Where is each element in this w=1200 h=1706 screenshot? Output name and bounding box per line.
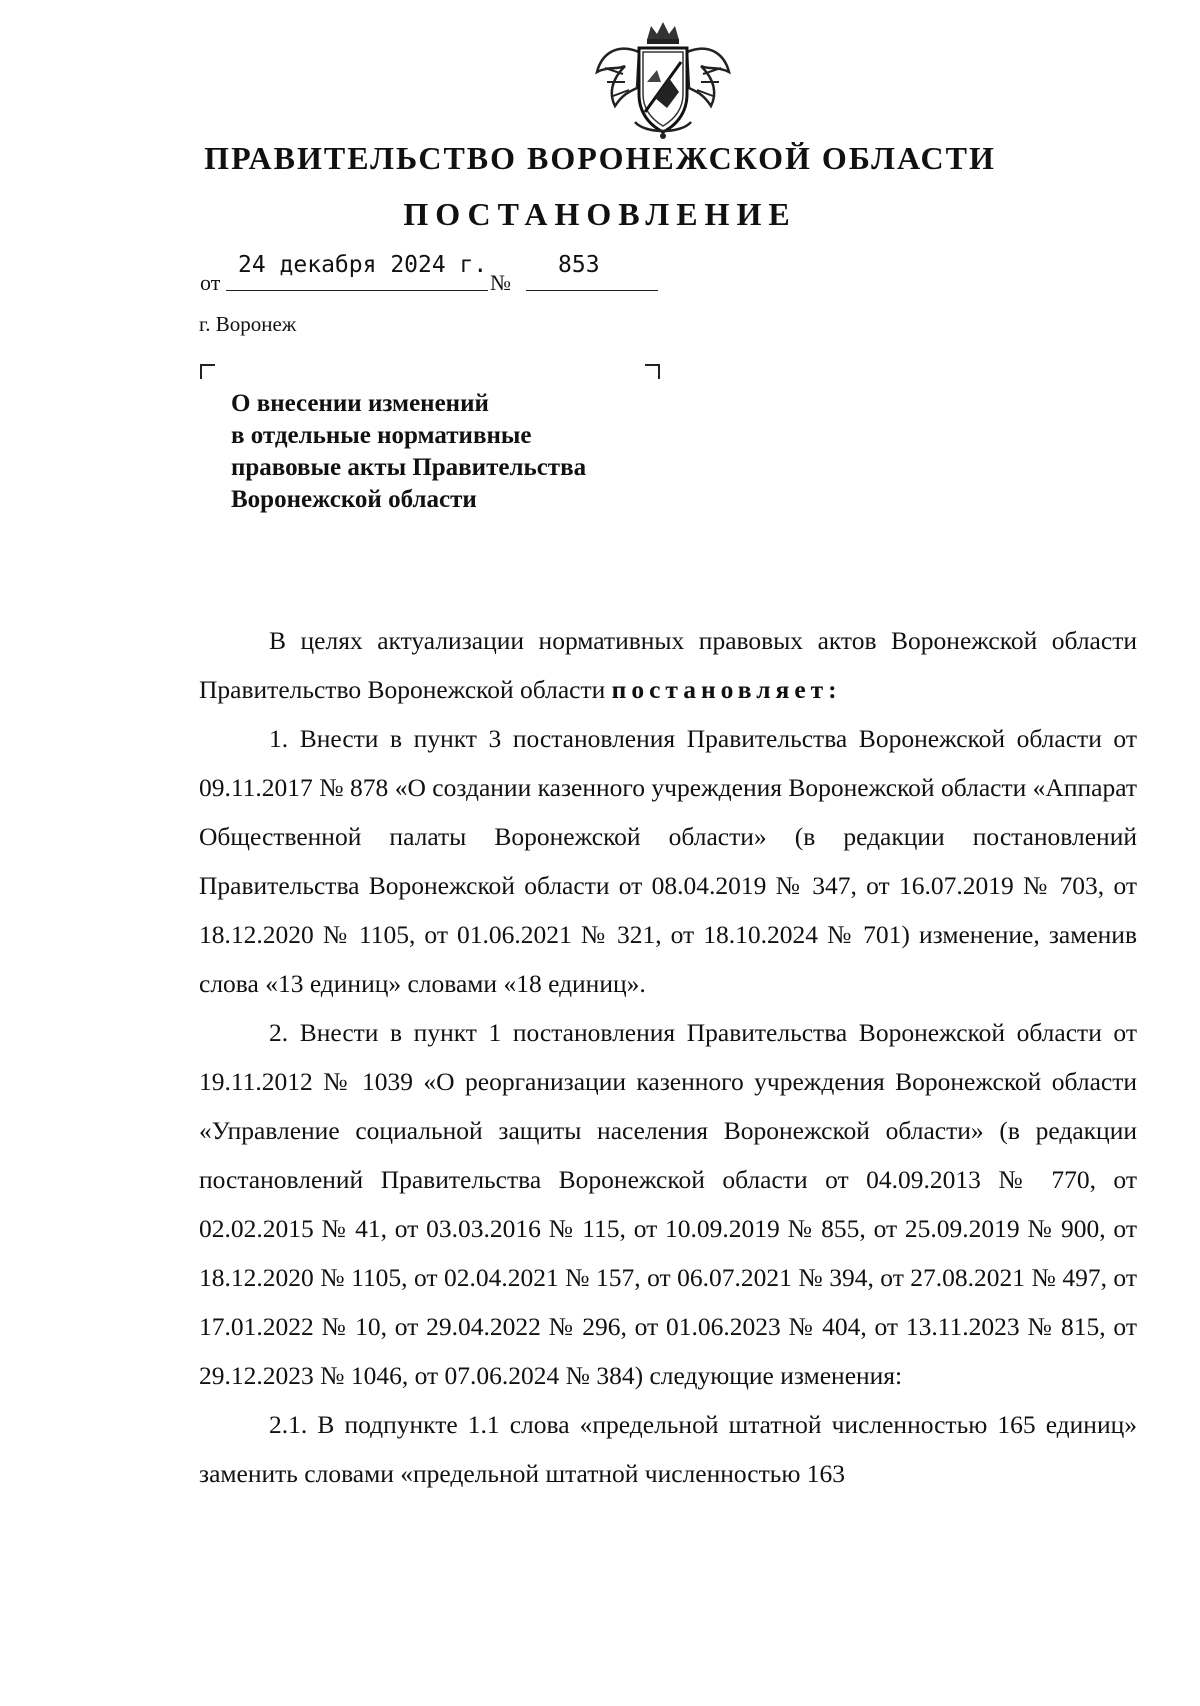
- number-underline: [526, 290, 658, 291]
- date-value: 24 декабря 2024 г.: [238, 252, 488, 278]
- preamble-paragraph: [199, 616, 1137, 714]
- subject-line: правовые акты Правительства: [231, 454, 587, 481]
- date-underline: [226, 290, 488, 291]
- item-2-paragraph: 2. Внести в пункт 1 постановления Правительства Воронежской области от 19.11.2012 № 1039 «О реорганизации казенного учреждения Воронежской области «Управление социальной защиты населения Воронежской области» (в редакции постановлений Правительства Воронежской области от 04.09.2013 № 770, от 02.02.2015 № 41, от 03.03.2016 № 115, от 10.09.2019 № 855, от 25.09.2019 № 900, от 18.12.2020 № 1105, от 02.04.2021 № 157, от 06.07.2021 № 394, от 27.08.2021 № 497, от 17.01.2022 № 10, от 29.04.2022 № 296, от 01.06.2023 № 404, от 13.11.2023 № 815, от 29.12.2023 № 1046, от 07.06.2024 № 384) следующие изменения:: [199, 1018, 1137, 1390]
- subject-line: Воронежской области: [231, 486, 477, 513]
- subject-bracket-left: [200, 364, 215, 379]
- date-number-line: [200, 252, 660, 295]
- city: г. Воронеж: [199, 312, 297, 336]
- document-body: [199, 616, 1137, 1498]
- item-2-1-paragraph: 2.1. В подпункте 1.1 слова «предельной штатной численностью 165 единиц» заменить словами «предельной штатной численностью 163: [199, 1410, 1137, 1488]
- date-prefix: от: [200, 270, 221, 295]
- subject-line: в отдельные нормативные: [231, 422, 532, 449]
- number-value: 853: [558, 252, 600, 278]
- subject-bracket-right: [645, 364, 660, 379]
- preamble-text: В целях актуализации нормативных правовых актов Воронежской области Правительство Воронежской области: [199, 626, 1137, 704]
- number-prefix: №: [490, 270, 511, 295]
- item-1-paragraph: 1. Внести в пункт 3 постановления Правительства Воронежской области от 09.11.2017 № 878 «О создании казенного учреждения Воронежской области «Аппарат Общественной палаты Воронежской области» (в редакции постановлений Правительства Воронежской области от 08.04.2019 № 347, от 16.07.2019 № 703, от 18.12.2020 № 1105, от 01.06.2021 № 321, от 18.10.2024 № 701) изменение, заменив слова «13 единиц» словами «18 единиц».: [199, 724, 1137, 998]
- organization-title: ПРАВИТЕЛЬСТВО ВОРОНЕЖСКОЙ ОБЛАСТИ: [204, 140, 996, 176]
- coat-of-arms-icon: [595, 22, 731, 140]
- document-subject: [231, 388, 691, 516]
- document-type-title: ПОСТАНОВЛЕНИЕ: [403, 196, 797, 232]
- subject-line: О внесении изменений: [231, 390, 489, 417]
- preamble-verb: постановляет:: [611, 675, 842, 704]
